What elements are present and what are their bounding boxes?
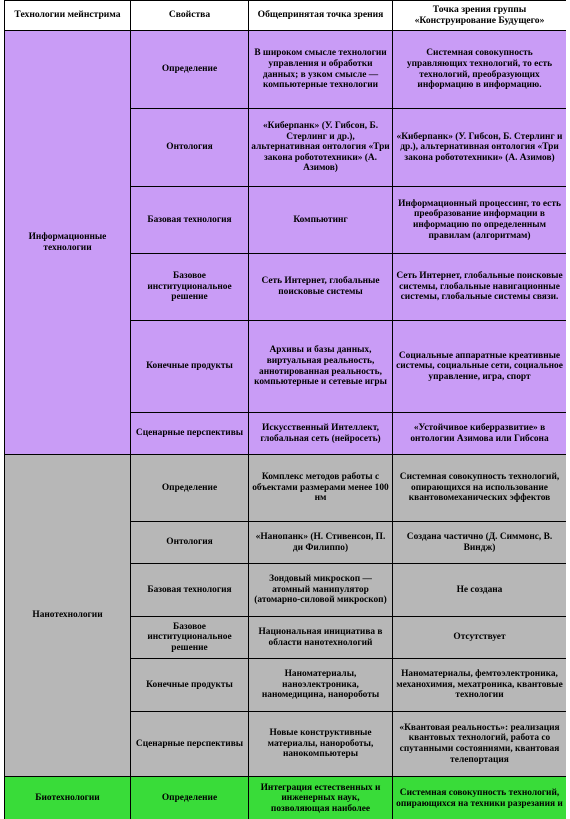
group-name-bio: Биотехнологии [5,777,131,819]
group-view-cell: Социальные аппаратные креативные системы, социальные сети, социальное управление, игра, спорт [393,321,567,413]
table-header-row [5,1,567,31]
general-view-cell: Новые конструктивные материалы, нанороботы, нанокомпьютеры [249,712,393,777]
table-row [5,31,567,109]
group-view-cell: Отсутствует [393,617,567,659]
general-view-cell: Архивы и базы данных, виртуальная реальность, аннотированная реальность, компьютерные и сетевые игры [249,321,393,413]
group-view-cell: Не создана [393,564,567,617]
group-name-it: Информационные технологии [5,31,131,455]
group-name-nano: Нанотехнологии [5,455,131,777]
group-view-cell: Системная совокупность технологий, опирающихся на техники разрезания и [393,777,567,819]
general-view-cell: Наноматериалы, наноэлектроника, наномедицина, нанороботы [249,659,393,712]
general-view-cell: Зондовый микроскоп — атомный манипулятор (атомарно-силовой микроскоп) [249,564,393,617]
property-cell: Онтология [131,109,249,187]
general-view-cell: Сеть Интернет, глобальные поисковые системы [249,254,393,321]
property-cell: Определение [131,455,249,522]
table-container [4,0,566,819]
general-view-cell: В широком смысле технологии управления и обработки данных; в узком смысле — компьютерные технологии [249,31,393,109]
group-view-cell: Системная совокупность технологий, опирающихся на использование квантовомеханических эффектов [393,455,567,522]
group-view-cell: Информационный процессинг, то есть преобразование информации в информацию по определенным правилам (алгоритмам) [393,187,567,254]
general-view-cell: Комплекс методов работы с объектами размерами менее 100 нм [249,455,393,522]
table-row [5,777,567,819]
general-view-cell: «Нанопанк» (Н. Стивенсон, П. ди Филиппо) [249,522,393,564]
property-cell: Базовая технология [131,564,249,617]
general-view-cell: Компьютинг [249,187,393,254]
general-view-cell: Искусственный Интеллект, глобальная сеть (нейросеть) [249,413,393,455]
general-view-cell: «Киберпанк» (У. Гибсон, Б. Стерлинг и др.), альтернативная онтология «Три закона робототехники» (А. Азимов) [249,109,393,187]
group-view-cell: «Квантовая реальность»: реализация квантовых технологий, работа со спутанными состояниями, квантовая телепортация [393,712,567,777]
property-cell: Онтология [131,522,249,564]
general-view-cell: Интеграция естественных и инженерных наук, позволяющая наиболее [249,777,393,819]
header-mainstream: Технологии мейнстрима [5,1,131,31]
general-view-cell: Национальная инициатива в области нанотехнологий [249,617,393,659]
header-general-view: Общепринятая точка зрения [249,1,393,31]
property-cell: Определение [131,777,249,819]
header-properties: Свойства [131,1,249,31]
header-group-view: Точка зрения группы «Конструирование Будущего» [393,1,567,31]
comparison-table [4,0,566,819]
group-view-cell: Сеть Интернет, глобальные поисковые системы, глобальные навигационные системы, глобальные системы связи. [393,254,567,321]
group-view-cell: Наноматериалы, фемтоэлектроника, механохимия, мехатроника, квантовые технологии [393,659,567,712]
property-cell: Сценарные перспективы [131,712,249,777]
property-cell: Конечные продукты [131,321,249,413]
property-cell: Базовое институциональное решение [131,254,249,321]
group-view-cell: «Устойчивое киберразвитие» в онтологии Азимова или Гибсона [393,413,567,455]
group-view-cell: Создана частично (Д. Симмонс, В. Виндж) [393,522,567,564]
group-view-cell: Системная совокупность управляющих технологий, то есть технологий, преобразующих информацию в информацию. [393,31,567,109]
property-cell: Базовая технология [131,187,249,254]
property-cell: Конечные продукты [131,659,249,712]
property-cell: Определение [131,31,249,109]
property-cell: Базовое институциональное решение [131,617,249,659]
group-view-cell: «Киберпанк» (У. Гибсон, Б. Стерлинг и др.), альтернативная онтология «Три закона робототехники» (А. Азимов) [393,109,567,187]
table-row [5,455,567,522]
property-cell: Сценарные перспективы [131,413,249,455]
